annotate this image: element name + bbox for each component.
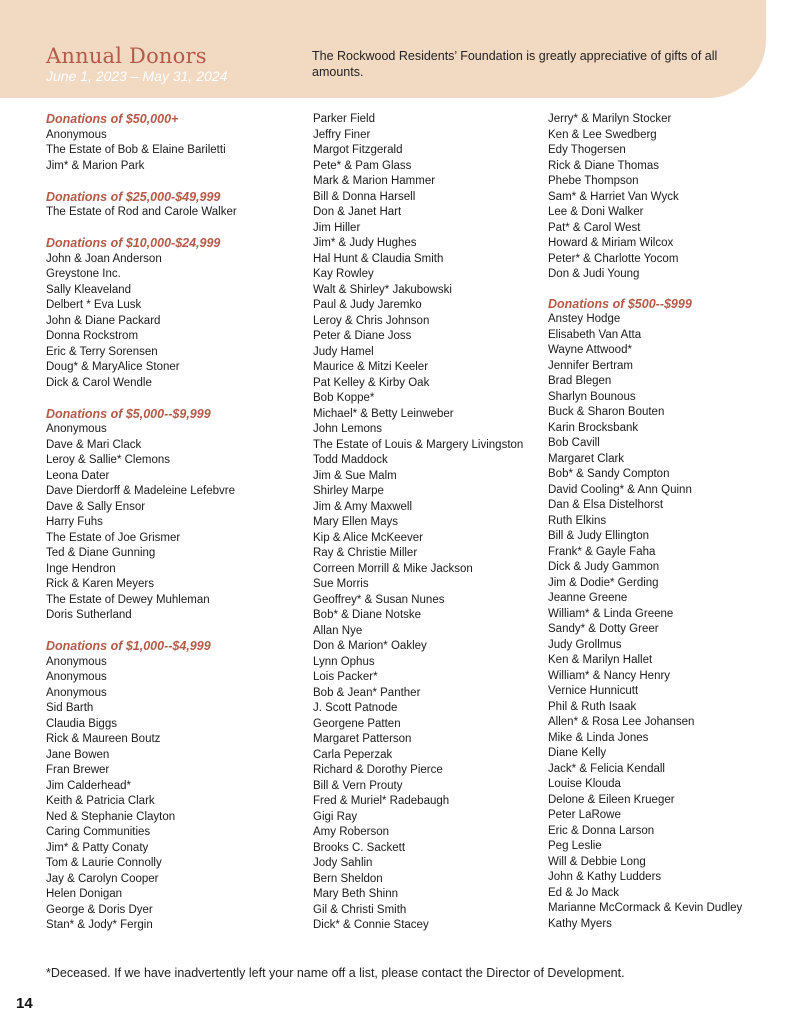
donor-name: Ted & Diane Gunning <box>46 547 156 559</box>
donor-name: Louise Klouda <box>548 778 621 790</box>
donor-name: Bob & Jean* Panther <box>313 686 421 699</box>
donor-name: Sid Barth <box>46 702 94 714</box>
donor-name: Correen Morrill & Mike Jackson <box>313 562 473 575</box>
donor-name: Donna Rockstrom <box>46 330 139 342</box>
donor-name: Lee & Doni Walker <box>548 206 644 218</box>
donor-list <box>548 312 788 932</box>
donor-name: Peg Leslie <box>548 840 602 852</box>
donor-section <box>46 236 306 391</box>
donor-name: Sally Kleaveland <box>46 283 132 296</box>
donor-list <box>46 422 306 624</box>
section-heading: Donations of $1,000--$4,999 <box>46 639 211 653</box>
donor-name: Ken & Marilyn Hallet <box>548 654 653 666</box>
donor-name: Lois Packer* <box>313 671 378 683</box>
footnote: *Deceased. If we have inadvertently left your name off a list, please contact the Director of Development. <box>46 966 625 980</box>
donor-name: Lynn Ophus <box>313 655 375 668</box>
donor-name: Judy Grollmus <box>548 638 622 651</box>
donor-name: Leroy & Sallie* Clemons <box>46 454 171 466</box>
donor-column-3 <box>548 112 788 932</box>
donor-name: Phil & Ruth Isaak <box>548 700 637 713</box>
donor-name: Gigi Ray <box>313 810 358 823</box>
donor-name: Anonymous <box>46 686 107 699</box>
donor-name: Margaret Patterson <box>313 733 412 745</box>
donor-name: Harry Fuhs <box>46 516 103 528</box>
donor-name: Delbert * Eva Lusk <box>46 299 142 311</box>
donor-name: Doris Sutherland <box>46 609 132 621</box>
donor-name: Karin Brocksbank <box>548 421 639 434</box>
donor-name: Mary Ellen Mays <box>313 516 398 528</box>
donor-name: William* & Linda Greene <box>548 607 674 620</box>
donor-name: Jim* & Judy Hughes <box>313 237 417 249</box>
donor-name: Helen Donigan <box>46 888 123 900</box>
date-range: June 1, 2023 – May 31, 2024 <box>46 68 228 84</box>
donor-name: Carla Peperzak <box>313 748 393 761</box>
donor-name: Kathy Myers <box>548 917 612 930</box>
donor-name: Allen* & Rosa Lee Johansen <box>548 716 695 728</box>
donor-column-2 <box>313 112 543 934</box>
donor-name: Bob Cavill <box>548 437 600 449</box>
donor-name: Allan Nye <box>313 624 363 637</box>
donor-name: Howard & Miriam Wilcox <box>548 237 674 249</box>
donor-name: David Cooling* & Ann Quinn <box>548 483 692 496</box>
donor-name: Marianne McCormack & Kevin Dudley <box>548 902 743 914</box>
donor-name: Jennifer Bertram <box>548 359 634 372</box>
donor-name: Mike & Linda Jones <box>548 731 649 744</box>
donor-name: Kay Rowley <box>313 268 374 280</box>
donor-name: Fred & Muriel* Radebaugh <box>313 795 450 807</box>
donor-name: Jeffry Finer <box>313 128 371 141</box>
donor-name: Claudia Biggs <box>46 717 117 730</box>
donor-name: Bill & Judy Ellington <box>548 530 649 542</box>
donor-name: Parker Field <box>313 113 375 125</box>
donor-list <box>46 128 306 175</box>
donor-name: Fran Brewer <box>46 764 110 776</box>
donor-name: Elisabeth Van Atta <box>548 328 642 341</box>
intro-text: The Rockwood Residents’ Foundation is greatly appreciative of gifts of all amounts. <box>312 49 718 79</box>
donor-name: Geoffrey* & Susan Nunes <box>313 593 445 606</box>
donor-list <box>46 252 306 392</box>
donor-name: Sam* & Harriet Van Wyck <box>548 190 679 203</box>
donor-name: Rick & Karen Meyers <box>46 578 155 590</box>
donor-name: Peter LaRowe <box>548 809 621 821</box>
donor-name: Leroy & Chris Johnson <box>313 314 430 327</box>
donor-column-1 <box>46 112 306 934</box>
donor-name: Bob Koppe* <box>313 392 375 404</box>
donor-name: Sandy* & Dotty Greer <box>548 623 659 635</box>
donor-name: Inge Hendron <box>46 562 116 575</box>
donor-name: Bern Sheldon <box>313 872 383 885</box>
donor-name: Dick* & Connie Stacey <box>313 919 429 931</box>
section-heading: Donations of $50,000+ <box>46 112 179 126</box>
donor-name: Mark & Marion Hammer <box>313 175 436 187</box>
donor-name: Hal Hunt & Claudia Smith <box>313 252 444 265</box>
donor-name: Jody Sahlin <box>313 857 373 869</box>
donor-name: Pete* & Pam Glass <box>313 159 412 172</box>
donor-name: Shirley Marpe <box>313 485 384 497</box>
donor-name: Jim* & Patty Conaty <box>46 841 149 854</box>
donor-name: Sharlyn Bounous <box>548 390 636 403</box>
donor-name: Buck & Sharon Bouten <box>548 406 665 418</box>
donor-name: Margot Fitzgerald <box>313 144 403 156</box>
donor-name: Anonymous <box>46 128 107 141</box>
donor-name: Gil & Christi Smith <box>313 903 407 916</box>
donor-section <box>548 297 788 933</box>
donor-name: Jeanne Greene <box>548 592 628 604</box>
donor-name: Don & Janet Hart <box>313 206 402 218</box>
donor-name: Caring Communities <box>46 826 151 838</box>
donor-name: Anstey Hodge <box>548 313 621 325</box>
donor-list <box>313 112 543 934</box>
donor-name: John & Diane Packard <box>46 314 161 327</box>
donor-name: The Estate of Bob & Elaine Bariletti <box>46 144 226 156</box>
donor-name: Pat* & Carol West <box>548 221 641 234</box>
donor-name: John & Kathy Ludders <box>548 871 662 883</box>
donor-name: Bill & Vern Prouty <box>313 779 403 792</box>
donor-name: Anonymous <box>46 671 107 683</box>
donor-name: Don & Judi Young <box>548 268 640 280</box>
donor-name: Wayne Attwood* <box>548 344 632 356</box>
section-heading: Donations of $500--$999 <box>548 296 692 311</box>
donor-name: Keith & Patricia Clark <box>46 795 155 807</box>
donor-name: Jim Calderhead* <box>46 779 132 792</box>
donor-name: Jim & Dodie* Gerding <box>548 576 659 589</box>
donor-name: Vernice Hunnicutt <box>548 685 639 697</box>
donor-name: Frank* & Gayle Faha <box>548 545 656 558</box>
donor-name: Judy Hamel <box>313 345 374 358</box>
donor-name: Richard & Dorothy Pierce <box>313 764 443 776</box>
donor-name: Margaret Clark <box>548 452 625 465</box>
donor-name: Sue Morris <box>313 578 369 590</box>
donor-name: John & Joan Anderson <box>46 252 162 265</box>
donor-name: Delone & Eileen Krueger <box>548 793 675 806</box>
donor-name: Leona Dater <box>46 469 110 482</box>
donor-name: Kip & Alice McKeever <box>313 531 423 544</box>
donor-name: Mary Beth Shinn <box>313 888 399 900</box>
donor-name: Dick & Judy Gammon <box>548 561 660 573</box>
donor-list <box>46 205 306 221</box>
donor-list <box>548 112 788 283</box>
donor-name: Stan* & Jody* Fergin <box>46 919 153 931</box>
donor-name: Eric & Terry Sorensen <box>46 345 158 358</box>
donor-name: The Estate of Joe Grismer <box>46 531 181 544</box>
donor-name: Dave & Mari Clack <box>46 438 142 451</box>
donor-section <box>46 190 306 221</box>
donor-name: George & Doris Dyer <box>46 903 153 916</box>
donor-name: Amy Roberson <box>313 826 390 838</box>
donor-name: Paul & Judy Jaremko <box>313 299 422 311</box>
donor-name: Ken & Lee Swedberg <box>548 128 657 141</box>
donor-name: Peter* & Charlotte Yocom <box>548 252 679 265</box>
donor-name: Bob* & Sandy Compton <box>548 468 670 480</box>
donor-name: Bob* & Diane Notske <box>313 609 422 621</box>
donor-section <box>46 407 306 624</box>
donor-name: Jim & Amy Maxwell <box>313 500 413 513</box>
donor-name: Greystone Inc. <box>46 268 121 280</box>
donor-name: Michael* & Betty Leinweber <box>313 407 454 420</box>
donor-name: Phebe Thompson <box>548 175 639 187</box>
donor-name: Dave Dierdorff & Madeleine Lefebvre <box>46 485 236 497</box>
section-heading: Donations of $25,000-$49,999 <box>46 189 221 204</box>
donor-name: Ned & Stephanie Clayton <box>46 810 176 823</box>
donor-name: Jane Bowen <box>46 748 110 761</box>
donor-name: Maurice & Mitzi Keeler <box>313 361 429 373</box>
donor-name: John Lemons <box>313 423 383 435</box>
donor-name: Peter & Diane Joss <box>313 330 412 342</box>
section-heading: Donations of $10,000-$24,999 <box>46 236 221 250</box>
donor-name: Brad Blegen <box>548 375 612 387</box>
donor-name: Walt & Shirley* Jakubowski <box>313 283 452 296</box>
donor-name: The Estate of Louis & Margery Livingston <box>313 438 524 451</box>
donor-name: Will & Debbie Long <box>548 855 646 868</box>
donor-name: Ray & Christie Miller <box>313 547 418 559</box>
donor-name: Pat Kelley & Kirby Oak <box>313 376 430 389</box>
donor-name: Jim & Sue Malm <box>313 469 397 482</box>
donor-name: Anonymous <box>46 655 107 668</box>
donor-name: Anonymous <box>46 423 107 435</box>
section-heading: Donations of $5,000--$9,999 <box>46 406 211 421</box>
donor-name: Brooks C. Sackett <box>313 841 406 854</box>
donor-name: Jay & Carolyn Cooper <box>46 872 159 885</box>
donor-name: J. Scott Patnode <box>313 702 398 714</box>
donor-name: Jim* & Marion Park <box>46 159 145 172</box>
donor-name: Dan & Elsa Distelhorst <box>548 499 664 511</box>
donor-name: Don & Marion* Oakley <box>313 640 427 652</box>
donor-name: Tom & Laurie Connolly <box>46 857 162 869</box>
donor-name: Jack* & Felicia Kendall <box>548 762 665 775</box>
page-number: 14 <box>16 995 33 1012</box>
donor-name: The Estate of Rod and Carole Walker <box>46 206 237 218</box>
donor-name: Eric & Donna Larson <box>548 824 655 837</box>
donor-list <box>46 655 306 934</box>
donor-name: Diane Kelly <box>548 747 607 759</box>
donor-name: Dick & Carol Wendle <box>46 376 152 389</box>
donor-name: The Estate of Dewey Muhleman <box>46 593 210 606</box>
donor-name: Bill & Donna Harsell <box>313 190 416 203</box>
donor-name: Todd Maddock <box>313 454 388 466</box>
donor-section <box>46 639 306 934</box>
donor-name: Ed & Jo Mack <box>548 886 619 899</box>
donor-name: Jim Hiller <box>313 221 361 234</box>
donor-name: Dave & Sally Ensor <box>46 500 146 513</box>
donor-name: William* & Nancy Henry <box>548 669 671 682</box>
page-title: Annual Donors <box>46 44 207 68</box>
donor-name: Rick & Diane Thomas <box>548 159 659 172</box>
donor-name: Ruth Elkins <box>548 514 607 527</box>
header-band <box>0 0 766 98</box>
donor-section <box>46 112 306 174</box>
donor-name: Rick & Maureen Boutz <box>46 733 161 745</box>
donor-name: Edy Thogersen <box>548 144 626 156</box>
donor-name: Georgene Patten <box>313 717 401 730</box>
donor-name: Jerry* & Marilyn Stocker <box>548 113 672 125</box>
donor-name: Doug* & MaryAlice Stoner <box>46 361 180 373</box>
